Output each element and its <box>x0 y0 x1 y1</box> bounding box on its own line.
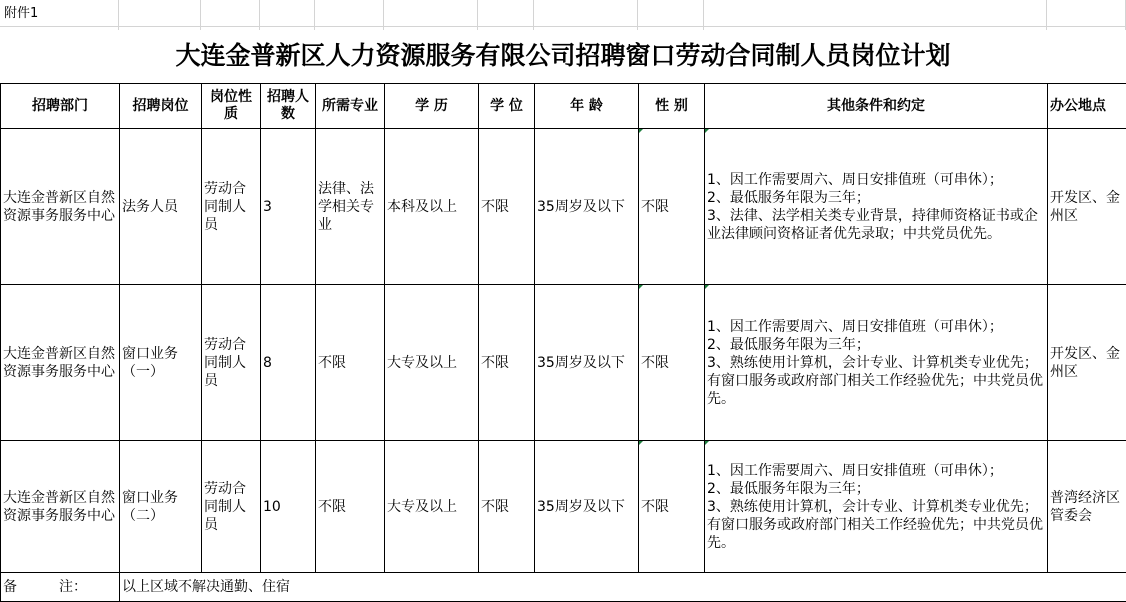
header-count[interactable]: 招聘人数 <box>261 84 316 129</box>
header-conditions[interactable]: 其他条件和约定 <box>705 84 1048 129</box>
page-title: 大连金普新区人力资源服务有限公司招聘窗口劳动合同制人员岗位计划 <box>0 30 1126 82</box>
cell-age[interactable]: 35周岁及以下 <box>535 441 639 573</box>
cell-nature[interactable]: 劳动合同制人员 <box>202 129 261 285</box>
cell-dept[interactable]: 大连金普新区自然资源事务服务中心 <box>1 129 120 285</box>
sheet-gridcell[interactable] <box>478 0 534 30</box>
cell-major[interactable]: 法律、法学相关专业 <box>316 129 385 285</box>
condition-line: 2、最低服务年限为三年； <box>707 189 1045 207</box>
condition-line: 2、最低服务年限为三年； <box>707 336 1045 354</box>
header-age[interactable]: 年 龄 <box>535 84 639 129</box>
header-dept[interactable]: 招聘部门 <box>1 84 120 129</box>
cell-major[interactable]: 不限 <box>316 285 385 441</box>
header-location[interactable]: 办公地点 <box>1048 84 1126 129</box>
note-label[interactable]: 备 注： <box>1 573 120 602</box>
cell-degree[interactable]: 不限 <box>479 129 535 285</box>
cell-education[interactable]: 本科及以上 <box>385 129 479 285</box>
cell-location[interactable]: 开发区、金州区 <box>1048 129 1126 285</box>
condition-line: 3、法律、法学相关类专业背景，持律师资格证书或企业法律顾问资格证者优先录取；中共党员优先。 <box>707 207 1045 243</box>
cell-dept[interactable]: 大连金普新区自然资源事务服务中心 <box>1 441 120 573</box>
recruitment-plan-table <box>0 83 1126 602</box>
sheet-gridcell[interactable] <box>704 0 1047 30</box>
note-row <box>1 573 1126 602</box>
cell-education[interactable]: 大专及以上 <box>385 441 479 573</box>
header-major[interactable]: 所需专业 <box>316 84 385 129</box>
condition-line: 1、因工作需要周六、周日安排值班（可串休）； <box>707 171 1045 189</box>
cell-nature[interactable]: 劳动合同制人员 <box>202 441 261 573</box>
cell-conditions[interactable] <box>705 129 1048 285</box>
sheet-gridcell[interactable] <box>1047 0 1126 30</box>
sheet-gridcell[interactable] <box>260 0 315 30</box>
cell-gender[interactable]: 不限 <box>639 129 705 285</box>
cell-post[interactable]: 窗口业务（一） <box>120 285 202 441</box>
attachment-label: 附件1 <box>4 6 38 22</box>
table-row <box>1 129 1126 285</box>
header-degree[interactable]: 学 位 <box>479 84 535 129</box>
header-gender[interactable]: 性 别 <box>639 84 705 129</box>
cell-count[interactable]: 3 <box>261 129 316 285</box>
sheet-gridcell[interactable] <box>201 0 260 30</box>
cell-location[interactable]: 普湾经济区管委会 <box>1048 441 1126 573</box>
sheet-gridcell[interactable] <box>119 0 201 30</box>
condition-line: 3、熟练使用计算机，会计专业、计算机类专业优先；有窗口服务或政府部门相关工作经验优先；中共党员优先。 <box>707 498 1045 552</box>
sheet-gridcell[interactable] <box>315 0 384 30</box>
condition-line: 1、因工作需要周六、周日安排值班（可串休）； <box>707 462 1045 480</box>
cell-count[interactable]: 10 <box>261 441 316 573</box>
condition-line: 3、熟练使用计算机，会计专业、计算机类专业优先；有窗口服务或政府部门相关工作经验优先；中共党员优先。 <box>707 354 1045 408</box>
cell-conditions[interactable] <box>705 441 1048 573</box>
sheet-gridcell[interactable] <box>638 0 704 30</box>
cell-age[interactable]: 35周岁及以下 <box>535 285 639 441</box>
cell-count[interactable]: 8 <box>261 285 316 441</box>
header-nature[interactable]: 岗位性质 <box>202 84 261 129</box>
cell-post[interactable]: 法务人员 <box>120 129 202 285</box>
cell-education[interactable]: 大专及以上 <box>385 285 479 441</box>
cell-dept[interactable]: 大连金普新区自然资源事务服务中心 <box>1 285 120 441</box>
cell-conditions[interactable] <box>705 285 1048 441</box>
condition-line: 2、最低服务年限为三年； <box>707 480 1045 498</box>
sheet-gridcell[interactable] <box>534 0 638 30</box>
cell-degree[interactable]: 不限 <box>479 441 535 573</box>
condition-line: 1、因工作需要周六、周日安排值班（可串休）； <box>707 318 1045 336</box>
header-post[interactable]: 招聘岗位 <box>120 84 202 129</box>
header-row <box>1 84 1126 129</box>
cell-post[interactable]: 窗口业务（二） <box>120 441 202 573</box>
cell-degree[interactable]: 不限 <box>479 285 535 441</box>
table-row <box>1 441 1126 573</box>
header-education[interactable]: 学 历 <box>385 84 479 129</box>
cell-major[interactable]: 不限 <box>316 441 385 573</box>
cell-gender[interactable]: 不限 <box>639 441 705 573</box>
cell-gender[interactable]: 不限 <box>639 285 705 441</box>
table-row <box>1 285 1126 441</box>
cell-location[interactable]: 开发区、金州区 <box>1048 285 1126 441</box>
cell-age[interactable]: 35周岁及以下 <box>535 129 639 285</box>
cell-nature[interactable]: 劳动合同制人员 <box>202 285 261 441</box>
note-text[interactable]: 以上区域不解决通勤、住宿 <box>120 573 1126 602</box>
sheet-gridcell[interactable] <box>384 0 478 30</box>
